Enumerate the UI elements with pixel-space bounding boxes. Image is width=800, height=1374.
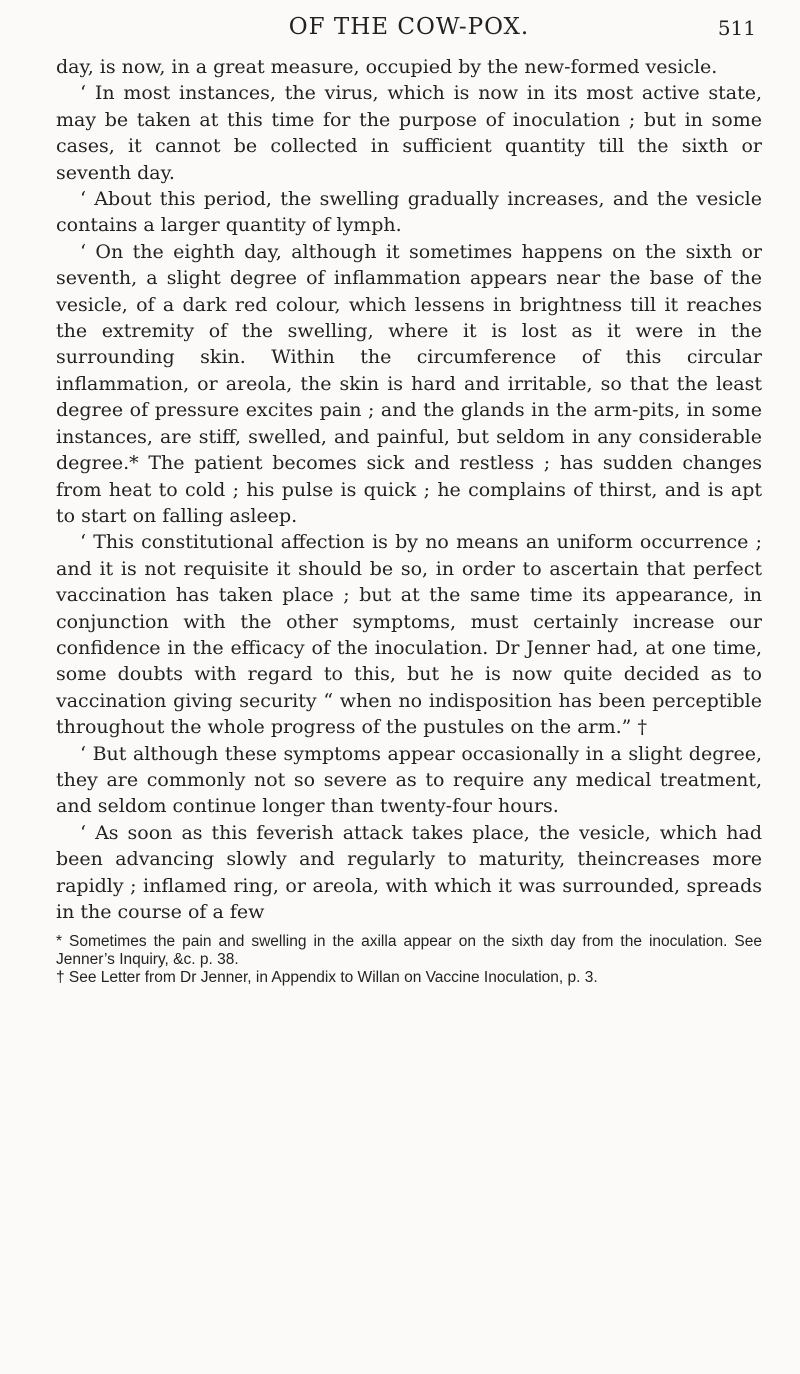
paragraph: ‘ On the eighth day, although it sometimes happens on the sixth or seventh, a slight degree of inflammation appears near the base of the vesicle, of a dark red colour, which lessens in brightness till it reaches the extremity of the swelling, where it is lost as it were in the surrounding skin. Within the circumference of this circular inflammation, or areola, the skin is hard and irritable, so that the least degree of pressure excites pain ; and the glands in the arm-pits, in some instances, are stiff, swelled, and painful, but seldom in any considerable degree.* The patient becomes sick and restless ; has sudden changes from heat to cold ; his pulse is quick ; he complains of thirst, and is apt to start on falling asleep. xyxy=(56,240,762,527)
footnote: † See Letter from Dr Jenner, in Appendix to Willan on Vaccine Inoculation, p. 3. xyxy=(56,969,598,987)
paragraph: ‘ But although these symptoms appear occasionally in a slight degree, they are commonly not so severe as to require any medical treatment, and seldom continue longer than twenty-four hours. xyxy=(56,742,762,818)
book-page xyxy=(56,14,762,987)
paragraph: ‘ As soon as this feverish attack takes place, the vesicle, which had been advancing slowly and regularly to maturity, theincreases more rapidly ; inflamed ring, or areola, with which it was surrounded, spreads in the course of a few xyxy=(56,821,762,923)
page-number: 511 xyxy=(717,16,756,40)
body-text xyxy=(56,54,762,925)
footnote: * Sometimes the pain and swelling in the axilla appear on the sixth day from the inoculation. See Jenner’s Inquiry, &c. p. 38. xyxy=(56,933,762,969)
paragraph: ‘ About this period, the swelling gradually increases, and the vesicle contains a larger quantity of lymph. xyxy=(56,188,762,237)
paragraph: ‘ This constitutional affection is by no means an uniform occurrence ; and it is not requisite it should be so, in order to ascertain that perfect vaccination has taken place ; but at the same time its appearance, in conjunction with the other symptoms, must certainly increase our confidence in the efficacy of the inoculation. Dr Jenner had, at one time, some doubts with regard to this, but he is now quite decided as to vaccination giving security “ when no indisposition has been perceptible throughout the whole progress of the pustules on the arm.” † xyxy=(56,531,762,739)
paragraph: ‘ In most instances, the virus, which is now in its most active state, may be taken at this time for the purpose of inoculation ; but in some cases, it cannot be collected in sufficient quantity till the sixth or seventh day. xyxy=(56,82,762,184)
page-header xyxy=(56,14,762,54)
running-head: OF THE COW-POX. xyxy=(288,14,530,40)
paragraph-continuation: day, is now, in a great measure, occupied by the new-formed vesicle. xyxy=(56,56,718,78)
footnotes xyxy=(56,933,762,987)
